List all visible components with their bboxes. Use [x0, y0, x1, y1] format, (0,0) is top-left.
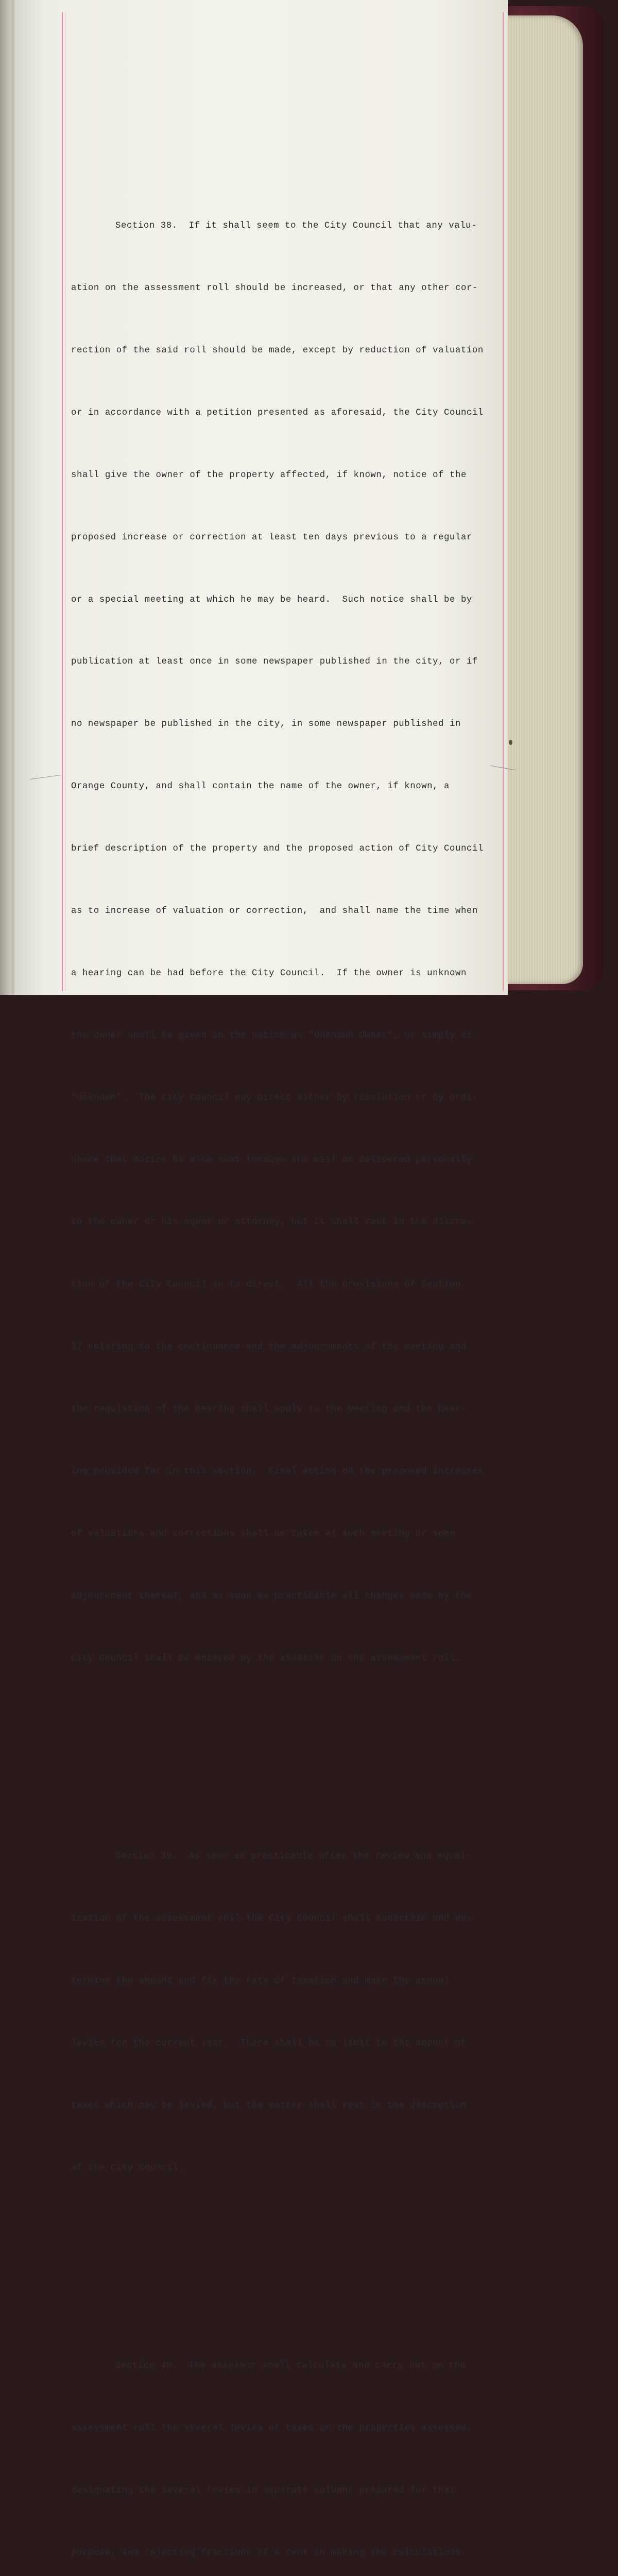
text-line: no newspaper be published in the city, in some newspaper published in [71, 719, 461, 730]
text-line: brief description of the property and the proposed action of City Council [71, 844, 484, 854]
text-line: Orange County, and shall contain the name of the owner, if known, a [71, 782, 450, 792]
text-line: ization of the assessment roll the City Council shall ascertain and de- [71, 1914, 472, 1924]
ink-blot [509, 740, 512, 745]
text-line: nance that notice be also sent through the mail or delivered personally [71, 1155, 472, 1165]
document-page [14, 0, 508, 2558]
text-line: proposed increase or correction at least ten days previous to a regular [71, 532, 472, 543]
text-line: the regulation of the hearing shall apply to the meeting and the hear- [71, 1404, 467, 1415]
text-line: ing provided for in this section. Final action on the proposed increases [71, 1467, 484, 1477]
text-line: of valuations and corrections shall be taken at such meeting or some [71, 1529, 455, 1539]
text-line: 37 relating to the continuance and the adjournments of the meeting and [71, 1342, 467, 1352]
text-line: "Unknown". The City Council may direct either by resolution or by ordi- [71, 1093, 478, 1103]
text-line: termine the amount and fix the rate of taxation and make the annual [71, 1976, 450, 1987]
text-line: shall give the owner of the property affected, if known, notice of the [71, 470, 467, 480]
text-line: Section 40. The assessor shall calculate and carry out on the [115, 2361, 466, 2371]
section-39-paragraph [71, 1805, 519, 2221]
paragraph-gap [71, 1752, 519, 1764]
text-line: to the owner or his agent or attorney, but it shall rest in the discre- [71, 1217, 472, 1228]
text-line: or in accordance with a petition presented as aforesaid, the City Council [71, 408, 484, 418]
text-line: levies for the current year. There shall be no limit to the amount of [71, 2039, 467, 2049]
text-line: City Council shall be entered by the assessor on the assessment roll. [71, 1653, 461, 1664]
text-line: ation on the assessment roll should be increased, or that any other cor- [71, 283, 478, 294]
text-line: publication at least once in some newspaper published in the city, or if [71, 657, 478, 667]
text-line: the owner shall be given in the notice as "Unknown Owner", or simply as [71, 1030, 472, 1041]
document-body [71, 133, 519, 2576]
text-line: rection of the said roll should be made, except by reduction of valuation [71, 345, 484, 355]
left-margin-rule [62, 12, 63, 991]
text-line: as to increase of valuation or correction, and shall name the time when [71, 906, 478, 916]
text-line: Section 39. As soon as practicable after the review and equal- [115, 1852, 472, 1862]
section-40-paragraph [71, 2315, 519, 2576]
text-line: designating the several levies in separate columns prepared for that [71, 2486, 455, 2496]
text-line: of the City Council. [71, 2163, 184, 2173]
text-line: Section 38. If it shall seem to the City Council that any valu- [115, 221, 477, 231]
text-line: tion of the City Council so to direct. All the provisions of Section [71, 1280, 461, 1290]
text-line: adjournment thereof, and as soon as practicable all changes made by the [71, 1591, 472, 1601]
text-line: assessment roll the several levies of taxes on the properties assessed, [71, 2424, 472, 2434]
text-line: taxes which may be levied, but the matter shall rest in the discretion [71, 2100, 467, 2111]
paragraph-gap [71, 2262, 519, 2273]
text-line: a hearing can be had before the City Council. If the owner is unknown [71, 968, 467, 978]
text-line: or a special meeting at which he may be heard. Such notice shall be by [71, 595, 472, 605]
section-38-paragraph [71, 175, 519, 1711]
text-line: purpose, and rejecting fractions of a cent in making the calculations. [71, 2548, 467, 2558]
